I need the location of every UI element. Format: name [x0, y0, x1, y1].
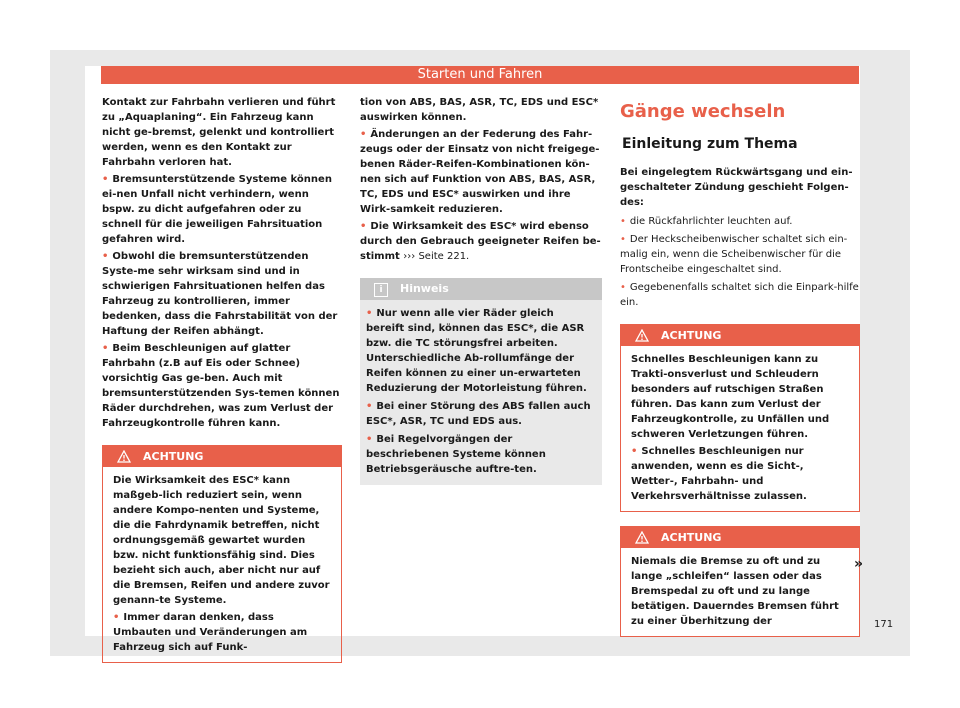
- column-3: [620, 101, 860, 637]
- warning-box: [102, 445, 342, 663]
- bullet-item: • Der Heckscheibenwischer schaltet sich ein-malig ein, wenn die Scheibenwischer für die Frontscheibe eingeschaltet sind.: [620, 232, 860, 277]
- bullet-item: • Obwohl die bremsunterstützenden Syste-me sehr wirksam sind und in schwierigen Fahrsituationen helfen das Fahrzeug zu kontrollieren, immer bedenken, dass die Fahrstabilität von der Haftung der Reifen abhängt.: [102, 249, 342, 339]
- warning-box: [620, 324, 860, 512]
- column-1: [102, 95, 342, 663]
- warning-title: ACHTUNG: [661, 329, 722, 342]
- info-icon: i: [374, 283, 388, 297]
- warning-header: [621, 325, 859, 346]
- section-header: Starten und Fahren: [101, 66, 859, 84]
- paragraph: Bei eingelegtem Rückwärtsgang und ein-geschalteter Zündung geschieht Folgen-des:: [620, 167, 853, 208]
- continue-marker: »: [854, 556, 864, 572]
- section-heading: Gänge wechseln: [620, 101, 786, 122]
- warning-text: Die Wirksamkeit des ESC* kann maßgeb-lich reduziert sein, wenn andere Kompo-nenten und Systeme, die die Fahrdynamik betreffen, nicht ordnungsgemäß gewartet wurden bzw. nicht funktionsfähig sind. Dies bezieht sich auch, aber nicht nur auf die Bremsen, Reifen und andere zuvor genann-te Systeme.: [113, 475, 330, 606]
- bullet-item: • Die Wirksamkeit des ESC* wird ebenso durch den Gebrauch geeigneter Reifen be-stimmt ››› Seite 221.: [360, 219, 602, 264]
- column-2: [360, 95, 602, 485]
- warning-text: Schnelles Beschleunigen kann zu Trakti-onsverlust und Schleudern besonders auf rutschigen Straßen führen. Das kann zum Verlust der Fahrzeugkontrolle, zu Unfällen und schweren Verletzungen führen.: [631, 354, 830, 440]
- hint-box: [360, 278, 602, 485]
- bullet-item: • Änderungen an der Federung des Fahr-zeugs oder der Einsatz von nicht freigege-benen Räder-Reifen-Kombinationen kön-nen sich auf Funktion von ABS, BAS, ASR, TC, EDS und ESC* auswirken und ihre Wirk-samkeit reduzieren.: [360, 127, 602, 217]
- bullet-item: • Beim Beschleunigen auf glatter Fahrbahn (z.B auf Eis oder Schnee) vorsichtig Gas ge-ben. Auch mit bremsunterstützenden Sys-temen können Räder durchdrehen, was zum Verlust der Fahrzeugkontrolle führen kann.: [102, 341, 342, 431]
- warning-header: [103, 446, 341, 467]
- warning-text: Niemals die Bremse zu oft und zu lange „schleifen“ lassen oder das Bremspedal zu oft und zu lange betätigen. Dauerndes Bremsen führt zu einer Überhitzung der: [631, 556, 839, 627]
- warning-title: ACHTUNG: [661, 531, 722, 544]
- hint-header: [360, 278, 602, 300]
- page-reference-link[interactable]: ››› Seite 221.: [403, 251, 470, 262]
- warning-title: ACHTUNG: [143, 450, 204, 463]
- warning-triangle-icon: [117, 450, 131, 463]
- warning-header: [621, 527, 859, 548]
- paragraph: tion von ABS, BAS, ASR, TC, EDS und ESC* auswirken können.: [360, 97, 599, 123]
- hint-title: Hinweis: [400, 282, 449, 295]
- bullet-item: • die Rückfahrlichter leuchten auf.: [620, 214, 860, 229]
- bullet-item: • Bremsunterstützende Systeme können ei-nen Unfall nicht verhindern, wenn bspw. zu dicht aufgefahren oder zu schnell für die jeweiligen Fahrsituation gefahren wird.: [102, 172, 342, 247]
- bullet-item: • Nur wenn alle vier Räder gleich bereift sind, können das ESC*, die ASR bzw. die TC störungsfrei arbeiten. Unterschiedliche Ab-rollumfänge der Reifen können zu einer un-erwarteten Reduzierung der Motorleistung führen.: [366, 306, 592, 396]
- subsection-heading: Einleitung zum Thema: [622, 136, 798, 152]
- bullet-item: • Bei einer Störung des ABS fallen auch ESC*, ASR, TC und EDS aus.: [366, 399, 592, 429]
- warning-triangle-icon: [635, 531, 649, 544]
- page-number: 171: [874, 619, 894, 630]
- paragraph: Kontakt zur Fahrbahn verlieren und führt zu „Aquaplaning“. Ein Fahrzeug kann nicht ge-bremst, gelenkt und kontrolliert werden, wenn es den Kontakt zur Fahrbahn verloren hat.: [102, 97, 336, 168]
- bullet-item: • Schnelles Beschleunigen nur anwenden, wenn es die Sicht-, Wetter-, Fahrbahn- und Verkehrsverhältnisse zulassen.: [631, 444, 849, 504]
- bullet-item: • Bei Regelvorgängen der beschriebenen Systeme können Betriebsgeräusche auftre-ten.: [366, 432, 592, 477]
- warning-triangle-icon: [635, 329, 649, 342]
- warning-box: [620, 526, 860, 637]
- bullet-item: • Gegebenenfalls schaltet sich die Einpark-hilfe ein.: [620, 280, 860, 310]
- bullet-item: • Immer daran denken, dass Umbauten und Veränderungen am Fahrzeug sich auf Funk-: [113, 610, 331, 655]
